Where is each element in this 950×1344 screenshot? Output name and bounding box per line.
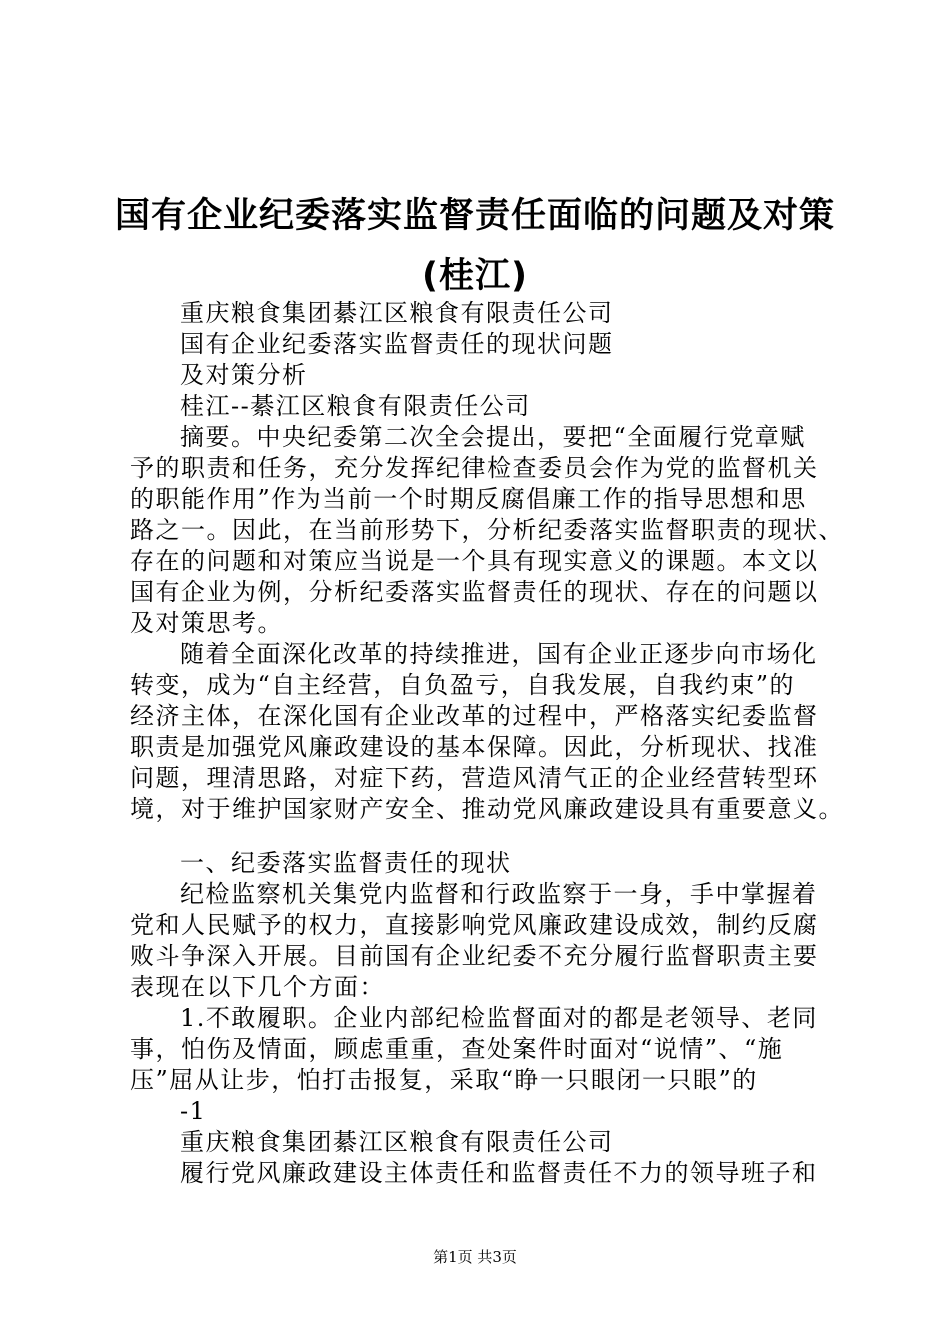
paragraph-line: 转变，成为“自主经营，自负盈亏，自我发展，自我约束”的 xyxy=(130,671,796,699)
author-line: 桂江--綦江区粮食有限责任公司 xyxy=(180,392,531,420)
company-line: 重庆粮食集团綦江区粮食有限责任公司 xyxy=(180,299,614,327)
abstract-line: 路之一。因此，在当前形势下，分析纪委落实监督职责的现状、 xyxy=(130,516,844,544)
paragraph-line: 经济主体，在深化国有企业改革的过程中，严格落实纪委监督 xyxy=(130,702,819,730)
paragraph-line: 党和人民赋予的权力，直接影响党风廉政建设成效，制约反腐 xyxy=(130,911,819,939)
abstract-line: 存在的问题和对策应当说是一个具有现实意义的课题。本文以 xyxy=(130,547,819,575)
paragraph-line: 境，对于维护国家财产安全、推动党风廉政建设具有重要意义。 xyxy=(130,795,844,823)
abstract-line: 予的职责和任务，充分发挥纪律检查委员会作为党的监督机关 xyxy=(130,454,819,482)
paragraph-line: 问题，理清思路，对症下药，营造风清气正的企业经营转型环 xyxy=(130,764,819,792)
subtitle-line: 国有企业纪委落实监督责任的现状问题 xyxy=(180,330,614,358)
paragraph-line: 随着全面深化改革的持续推进，国有企业正逐步向市场化 xyxy=(180,640,818,668)
section-heading: 一、纪委落实监督责任的现状 xyxy=(180,849,512,877)
list-item-line: 1.不敢履职。企业内部纪检监督面对的都是老领导、老同 xyxy=(180,1004,818,1032)
document-title: 国有企业纪委落实监督责任面临的问题及对策 xyxy=(114,196,835,236)
paragraph-line: 表现在以下几个方面： xyxy=(130,973,385,1001)
document-title-author: (桂江) xyxy=(422,256,528,296)
list-item-line: 事，怕伤及情面，顾虑重重，查处案件时面对“说情”、“施 xyxy=(130,1035,784,1063)
abstract-line: 国有企业为例，分析纪委落实监督责任的现状、存在的问题以 xyxy=(130,578,819,606)
page-footer: 第1页 共3页 xyxy=(433,1248,517,1266)
paragraph-line: 败斗争深入开展。目前国有企业纪委不充分履行监督职责主要 xyxy=(130,942,819,970)
abstract-line: 的职能作用”作为当前一个时期反腐倡廉工作的指导思想和思 xyxy=(130,485,807,513)
list-item-line: 压”屈从让步，怕打击报复，采取“睁一只眼闭一只眼”的 xyxy=(130,1066,758,1094)
company-line: 重庆粮食集团綦江区粮食有限责任公司 xyxy=(180,1128,614,1156)
paragraph-line: 纪检监察机关集党内监督和行政监察于一身，手中掌握着 xyxy=(180,880,818,908)
page-marker: -1 xyxy=(180,1097,207,1125)
abstract-line: 及对策思考。 xyxy=(130,609,283,637)
paragraph-line: 履行党风廉政建设主体责任和监督责任不力的领导班子和 xyxy=(180,1159,818,1187)
paragraph-line: 职责是加强党风廉政建设的基本保障。因此，分析现状、找准 xyxy=(130,733,819,761)
abstract-line: 摘要。中央纪委第二次全会提出，要把“全面履行党章赋 xyxy=(180,423,806,451)
subtitle-line: 及对策分析 xyxy=(180,361,308,389)
